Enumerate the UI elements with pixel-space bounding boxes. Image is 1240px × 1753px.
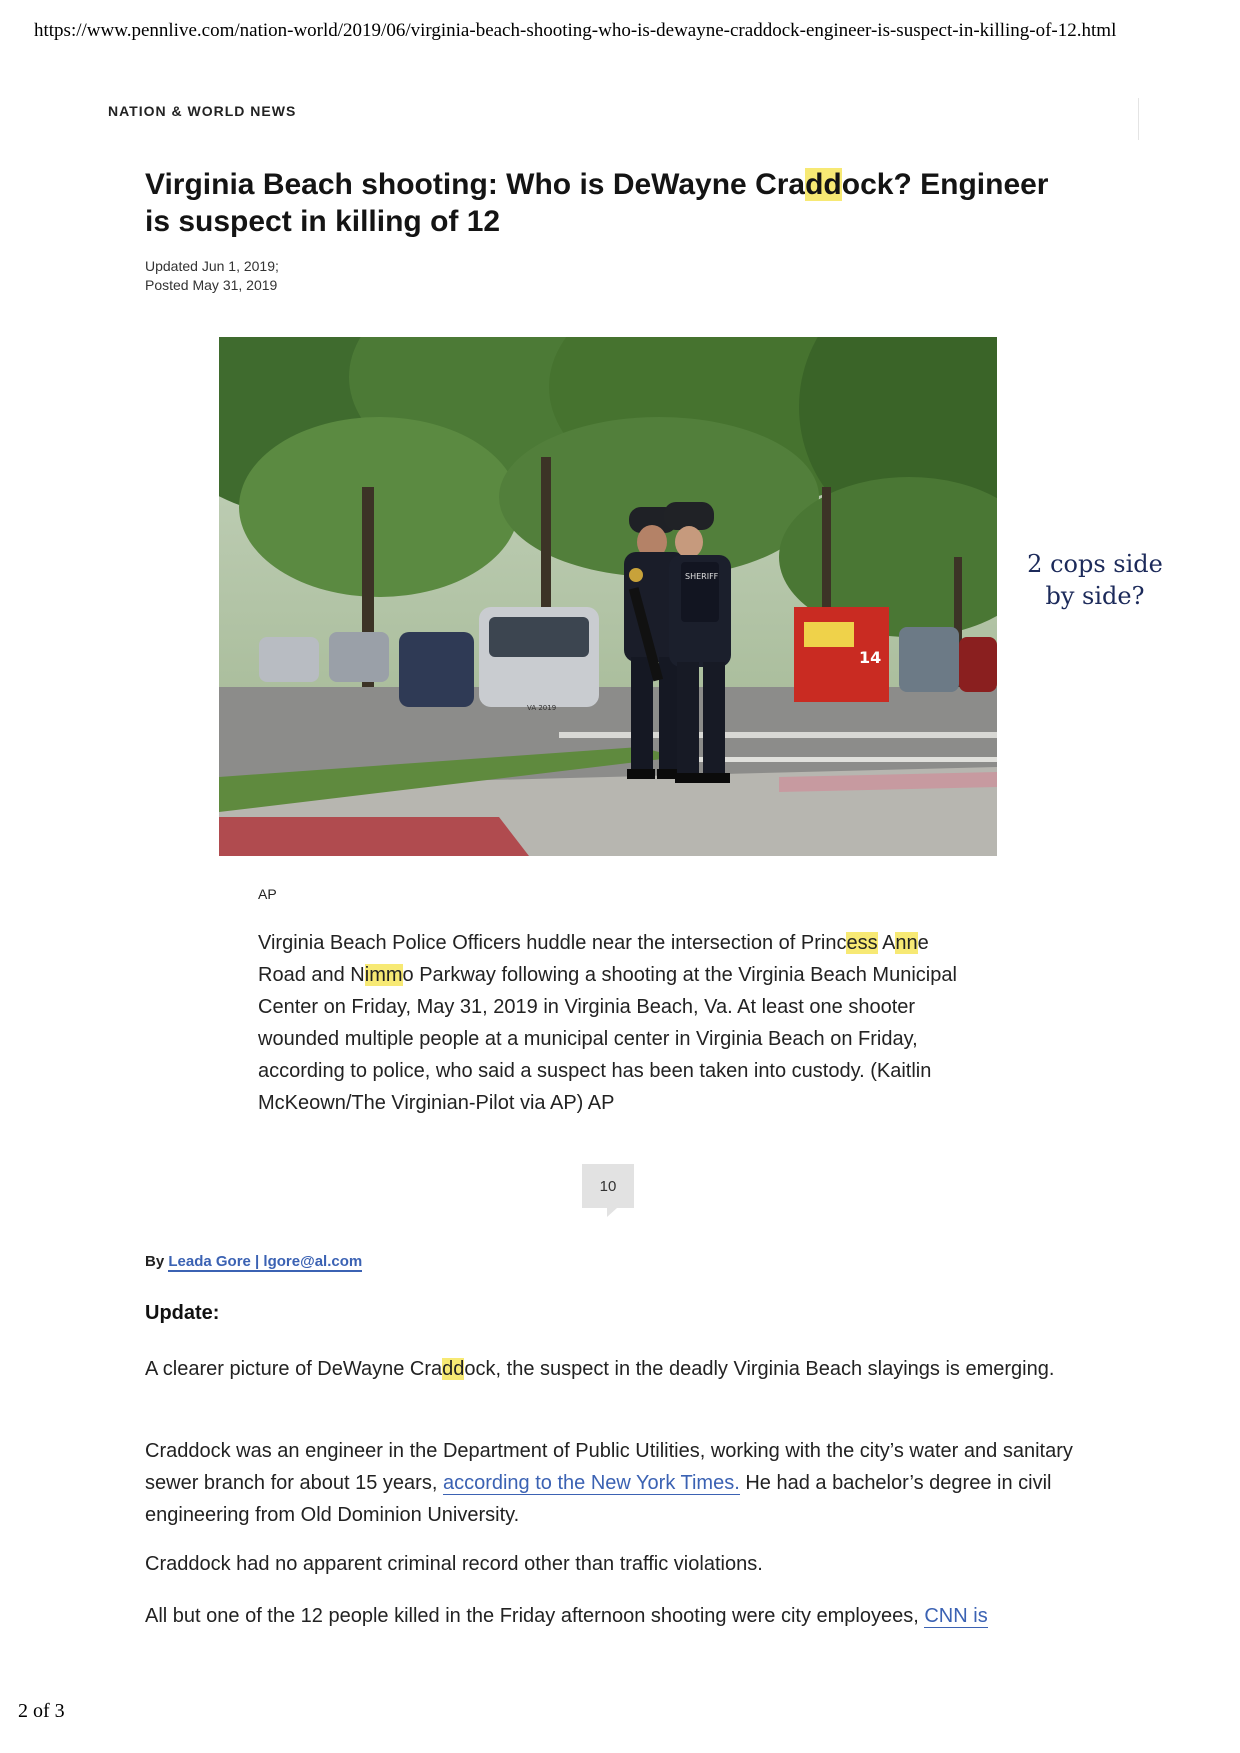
header-divider bbox=[1138, 98, 1139, 140]
content-cutoff-fade bbox=[145, 1640, 1080, 1658]
fire-engine-number: 14 bbox=[859, 648, 882, 667]
page-number: 2 of 3 bbox=[18, 1700, 65, 1722]
paragraph-3: Craddock had no apparent criminal record other than traffic violations. bbox=[145, 1553, 763, 1575]
caption-text-2: A bbox=[882, 932, 896, 954]
cnn-link[interactable]: CNN is bbox=[924, 1605, 988, 1627]
paragraph-1-highlight: dd bbox=[442, 1358, 465, 1380]
paragraph-1-text-a: A clearer picture of DeWayne Cra bbox=[145, 1358, 443, 1380]
paragraph-4-text: All but one of the 12 people killed in the Friday afternoon shooting were city employees, bbox=[145, 1605, 925, 1627]
caption-highlight-3: imm bbox=[364, 964, 403, 986]
gallery-count-pointer bbox=[607, 1208, 617, 1217]
updated-date: Updated Jun 1, 2019; bbox=[145, 258, 279, 274]
nyt-link[interactable]: according to the New York Times. bbox=[442, 1472, 740, 1494]
caption-highlight-1: ess bbox=[846, 932, 878, 954]
photo-illustration bbox=[219, 337, 997, 856]
caption-text-3: e Road and N bbox=[258, 932, 929, 986]
paragraph-2-text-b: He had a bachelor’s degree in civil engineering from Old Dominion University. bbox=[145, 1472, 1052, 1526]
caption-highlight-2: nn bbox=[895, 932, 918, 954]
paragraph-1-text-b: ock, the suspect in the deadly Virginia Beach slayings is emerging. bbox=[464, 1358, 1055, 1380]
section-label[interactable]: NATION & WORLD NEWS bbox=[108, 103, 297, 119]
paragraph-4 bbox=[145, 1600, 1080, 1632]
posted-date: Posted May 31, 2019 bbox=[145, 277, 278, 293]
caption-text-1: Virginia Beach Police Officers huddle near the intersection of Princ bbox=[258, 932, 847, 954]
paragraph-2 bbox=[145, 1435, 1080, 1531]
headline-text-b: ock? Engineer is suspect in killing of 12 bbox=[145, 168, 1049, 238]
license-plate-text: VA 2019 bbox=[527, 704, 557, 712]
headline-text-a: Virginia Beach shooting: Who is DeWayne Cra bbox=[145, 168, 806, 201]
author-link[interactable]: Leada Gore | lgore@al.com bbox=[168, 1253, 363, 1270]
headline-highlight: dd bbox=[805, 168, 842, 201]
gallery-count-badge[interactable]: 10 bbox=[582, 1164, 634, 1208]
article-dates bbox=[145, 257, 279, 295]
byline-prefix: By bbox=[145, 1253, 165, 1270]
caption-text-4: o Parkway following a shooting at the Virginia Beach Municipal Center on Friday, May 31, 2019 in Virginia Beach, Va. At least one shooter wounded multiple people at a municipal center in Virginia Beach on Friday, according to police, who said a suspect has been taken into custody. (Kaitlin McKeown/The Virginian-Pilot via AP) AP bbox=[258, 964, 957, 1114]
article-photo[interactable] bbox=[219, 337, 997, 856]
handwritten-annotation: 2 cops side by side? bbox=[1027, 550, 1163, 610]
paragraph-1 bbox=[145, 1353, 1080, 1385]
update-label: Update: bbox=[145, 1302, 220, 1324]
photo-caption bbox=[258, 927, 978, 1119]
paragraph-2-text-a: Craddock was an engineer in the Department of Public Utilities, working with the city’s water and sanitary sewer branch for about 15 years, bbox=[145, 1440, 1073, 1494]
article-headline bbox=[145, 166, 1075, 240]
photo-credit: AP bbox=[258, 886, 277, 902]
sheriff-vest-text: SHERIFF bbox=[685, 572, 719, 581]
byline bbox=[145, 1253, 362, 1270]
page-url: https://www.pennlive.com/nation-world/2019/06/virginia-beach-shooting-who-is-dewayne-craddock-engineer-is-suspect-in-killing-of-12.html bbox=[34, 20, 1117, 41]
